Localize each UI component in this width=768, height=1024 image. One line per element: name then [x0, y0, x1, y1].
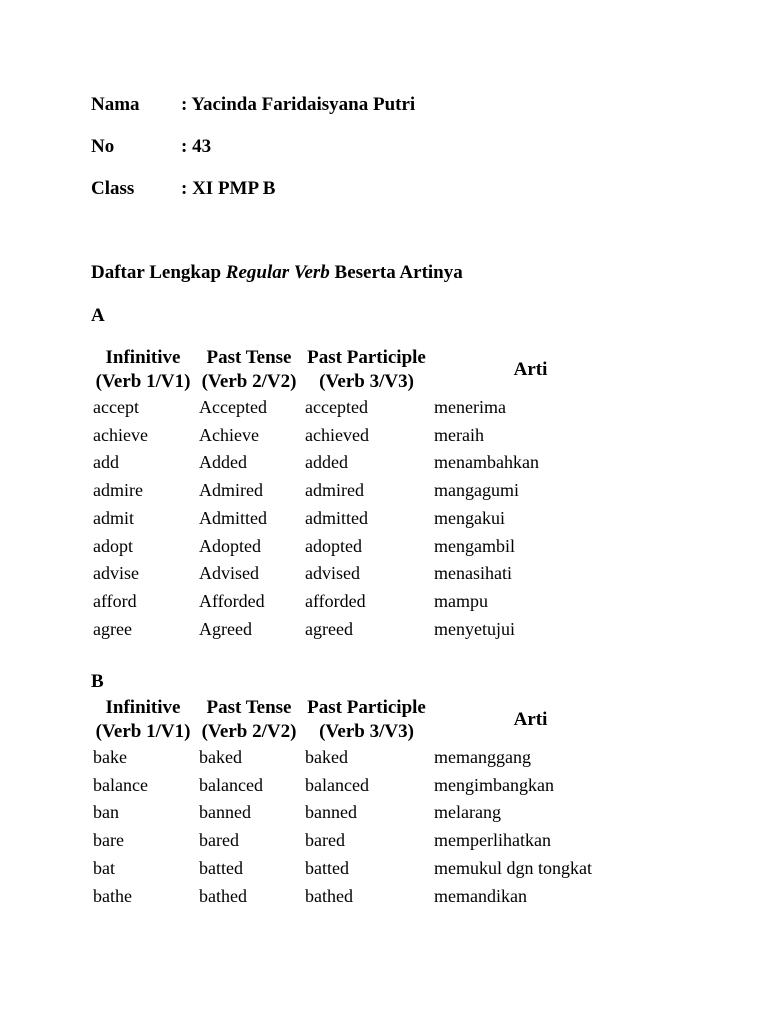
cell-past-participle: afforded [305, 590, 366, 611]
cell-past-participle: banned [305, 802, 357, 823]
cell-past-participle: balanced [305, 774, 369, 795]
cell-past-tense: Afforded [199, 590, 265, 611]
cell-past-participle: batted [305, 857, 349, 878]
cell-infinitive: accept [93, 397, 139, 417]
cell-past-participle: advised [305, 563, 360, 584]
cell-infinitive: bat [93, 857, 115, 878]
table-row [90, 827, 630, 855]
table-row [90, 883, 630, 911]
cell-arti: memandikan [434, 885, 527, 906]
number-label: No [91, 136, 115, 157]
header-past-tense [196, 696, 302, 744]
cell-past-tense: Achieve [199, 424, 259, 445]
cell-infinitive: admit [93, 507, 134, 528]
cell-past-tense: Admitted [199, 507, 267, 528]
cell-infinitive: bathe [93, 885, 132, 906]
table-row [90, 560, 630, 588]
table-row [90, 855, 630, 883]
table-row [90, 533, 630, 561]
cell-infinitive: bake [93, 747, 127, 767]
name-value: : Yacinda Faridaisyana Putri [181, 94, 416, 115]
header-past-tense-line1: Past Tense [206, 697, 292, 718]
cell-arti: mengambil [434, 535, 515, 556]
header-past-participle [302, 696, 431, 744]
document-title [91, 262, 463, 284]
cell-past-participle: adopted [305, 535, 362, 556]
table-row [90, 588, 630, 616]
header-past-participle-line1: Past Participle [307, 697, 426, 718]
cell-past-participle: accepted [305, 397, 368, 417]
cell-arti: menambahkan [434, 452, 539, 473]
cell-infinitive: agree [93, 618, 132, 639]
table-row [90, 477, 630, 505]
cell-arti: mengakui [434, 507, 505, 528]
header-arti: Arti [513, 359, 548, 380]
cell-past-tense: Admired [199, 480, 263, 501]
cell-infinitive: advise [93, 563, 139, 584]
header-past-participle-line2: (Verb 3/V3) [319, 371, 414, 392]
cell-past-participle: agreed [305, 618, 353, 639]
title-prefix: Daftar Lengkap [91, 262, 226, 283]
table-row [90, 422, 630, 450]
cell-past-tense: bared [199, 830, 239, 851]
header-infinitive-line1: Infinitive [105, 347, 181, 368]
cell-infinitive: add [93, 452, 119, 473]
cell-arti: menyetujui [434, 618, 515, 639]
cell-past-participle: bared [305, 830, 345, 851]
cell-arti: mampu [434, 590, 488, 611]
verb-table-a [90, 346, 630, 643]
cell-past-participle: bathed [305, 885, 353, 906]
cell-infinitive: achieve [93, 424, 148, 445]
header-infinitive-line2: (Verb 1/V1) [95, 371, 191, 392]
cell-arti: mengimbangkan [434, 774, 554, 795]
cell-arti: mangagumi [434, 480, 519, 501]
title-italic: Regular Verb [225, 262, 330, 283]
cell-past-participle: baked [305, 747, 348, 767]
cell-past-tense: bathed [199, 885, 247, 906]
cell-infinitive: admire [93, 480, 143, 501]
header-past-participle [302, 346, 431, 394]
cell-past-participle: added [305, 452, 348, 473]
table-row [90, 449, 630, 477]
cell-past-participle: admitted [305, 507, 368, 528]
header-infinitive-line1: Infinitive [105, 697, 181, 718]
cell-infinitive: adopt [93, 535, 133, 556]
table-row [90, 799, 630, 827]
table-row [90, 744, 630, 772]
header-past-tense [196, 346, 302, 394]
cell-arti: memperlihatkan [434, 830, 551, 851]
title-suffix: Beserta Artinya [329, 262, 463, 283]
table-row [90, 772, 630, 800]
cell-infinitive: bare [93, 830, 124, 851]
table-row [90, 616, 630, 644]
cell-past-tense: Added [199, 452, 247, 473]
cell-past-tense: baked [199, 747, 242, 767]
cell-past-tense: balanced [199, 774, 263, 795]
cell-past-tense: Adopted [199, 535, 261, 556]
header-infinitive [90, 696, 196, 744]
header-past-participle-line1: Past Participle [307, 347, 426, 368]
class-label: Class [91, 178, 135, 199]
section-letter-a: A [91, 305, 105, 326]
verb-table-b [90, 696, 630, 910]
name-label: Nama [91, 94, 140, 115]
header-past-tense-line1: Past Tense [206, 347, 292, 368]
cell-past-tense: Accepted [199, 397, 267, 417]
cell-arti: menasihati [434, 563, 512, 584]
cell-past-tense: batted [199, 857, 243, 878]
cell-infinitive: afford [93, 590, 137, 611]
cell-past-tense: Agreed [199, 618, 252, 639]
number-value: : 43 [181, 136, 212, 157]
cell-arti: menerima [434, 397, 506, 417]
header-arti: Arti [513, 709, 548, 730]
cell-past-participle: admired [305, 480, 364, 501]
cell-past-tense: banned [199, 802, 251, 823]
header-infinitive-line2: (Verb 1/V1) [95, 721, 191, 742]
cell-arti: meraih [434, 424, 484, 445]
section-letter-b: B [91, 671, 104, 692]
cell-infinitive: balance [93, 774, 148, 795]
header-infinitive [90, 346, 196, 394]
cell-arti: memanggang [434, 747, 531, 767]
cell-infinitive: ban [93, 802, 119, 823]
cell-past-participle: achieved [305, 424, 369, 445]
cell-arti: memukul dgn tongkat [434, 857, 592, 878]
table-header-row [90, 346, 630, 394]
header-past-tense-line2: (Verb 2/V2) [201, 721, 297, 742]
cell-arti: melarang [434, 802, 501, 823]
header-past-tense-line2: (Verb 2/V2) [201, 371, 297, 392]
table-row [90, 505, 630, 533]
table-row [90, 394, 630, 422]
table-header-row [90, 696, 630, 744]
header-past-participle-line2: (Verb 3/V3) [319, 721, 414, 742]
cell-past-tense: Advised [199, 563, 259, 584]
class-value: : XI PMP B [181, 178, 276, 199]
